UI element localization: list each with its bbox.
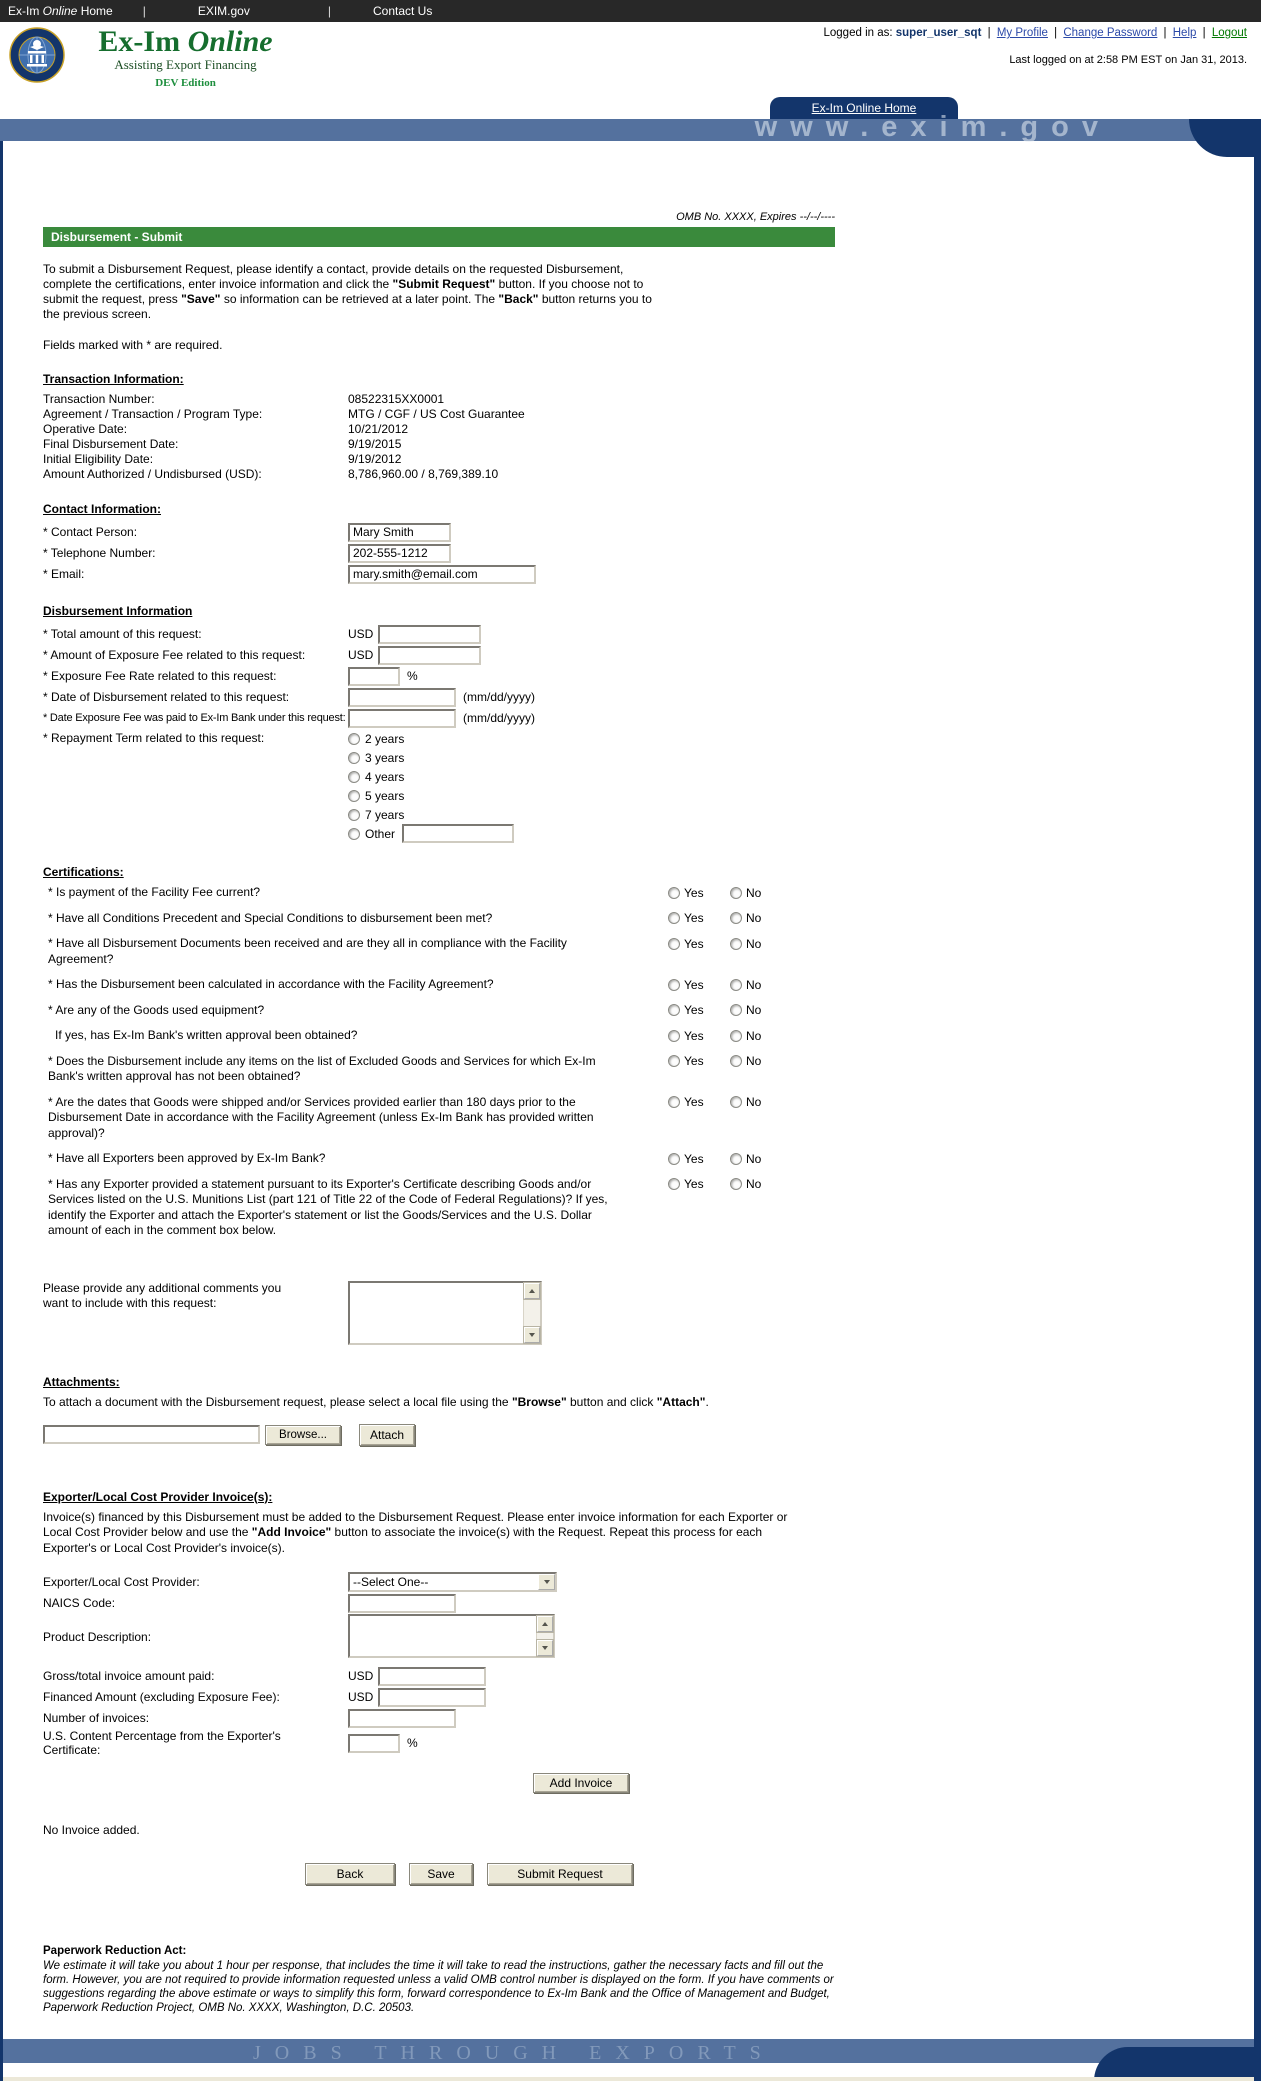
certification-no-option[interactable] bbox=[730, 936, 792, 951]
certification-row bbox=[43, 1151, 843, 1167]
yes-radio[interactable] bbox=[668, 1153, 680, 1165]
certification-no-option[interactable] bbox=[730, 1095, 792, 1110]
transaction-row bbox=[43, 392, 843, 407]
nav-exim-online-home[interactable]: Ex-Im Online Home bbox=[8, 4, 113, 18]
transaction-row bbox=[43, 422, 843, 437]
yes-label: Yes bbox=[684, 911, 704, 925]
contact-heading: Contact Information: bbox=[43, 502, 161, 516]
transaction-row bbox=[43, 452, 843, 467]
exposure-fee-date-row bbox=[43, 708, 843, 728]
radio-label: 7 years bbox=[365, 807, 405, 822]
page-title: Disbursement - Submit bbox=[43, 227, 835, 247]
no-label: No bbox=[746, 885, 762, 900]
certification-no-option[interactable] bbox=[730, 1151, 792, 1166]
yes-label: Yes bbox=[684, 1054, 704, 1068]
no-radio[interactable] bbox=[730, 1178, 742, 1190]
repayment-option[interactable] bbox=[348, 750, 514, 765]
yes-radio[interactable] bbox=[668, 1178, 680, 1190]
certification-row bbox=[43, 1095, 843, 1142]
yes-label: Yes bbox=[684, 1095, 704, 1109]
email-row bbox=[43, 564, 843, 584]
certification-yes-option[interactable] bbox=[668, 1151, 730, 1166]
telephone-input[interactable] bbox=[348, 544, 451, 563]
yes-radio[interactable] bbox=[668, 938, 680, 950]
radio-5-years[interactable] bbox=[348, 790, 360, 802]
attachment-controls bbox=[43, 1424, 843, 1446]
nav-exim-gov[interactable]: EXIM.gov bbox=[197, 4, 250, 18]
field-label: Exporter/Local Cost Provider: bbox=[43, 1575, 200, 1589]
certification-yes-option[interactable] bbox=[668, 1054, 730, 1069]
nav-separator: | bbox=[327, 4, 331, 18]
gross-amount-row bbox=[43, 1666, 843, 1686]
no-label: No bbox=[746, 1095, 762, 1109]
no-invoice-text: No Invoice added. bbox=[43, 1823, 140, 1837]
browse-button[interactable]: Browse... bbox=[265, 1425, 341, 1445]
nav-contact-us[interactable]: Contact Us bbox=[372, 4, 433, 18]
certification-row bbox=[43, 911, 843, 927]
radio-label: 4 years bbox=[365, 769, 405, 784]
help-link[interactable]: Help bbox=[1172, 27, 1197, 39]
last-logged-text: Last logged on at 2:58 PM EST on Jan 31, 2013. bbox=[1009, 54, 1247, 66]
footer-strip bbox=[3, 2077, 1254, 2081]
field-label: Final Disbursement Date: bbox=[43, 437, 179, 451]
certification-no-option[interactable] bbox=[730, 911, 792, 926]
repayment-option[interactable] bbox=[348, 788, 514, 803]
yes-radio[interactable] bbox=[668, 1030, 680, 1042]
no-label: No bbox=[746, 936, 762, 951]
financed-amount-row bbox=[43, 1687, 843, 1707]
transaction-number-value: 08522315XX0001 bbox=[348, 392, 445, 406]
yes-label: Yes bbox=[684, 936, 704, 951]
field-label: Operative Date: bbox=[43, 422, 128, 436]
attach-button[interactable]: Attach bbox=[359, 1424, 415, 1446]
invoice-count-row bbox=[43, 1708, 843, 1728]
logo-title bbox=[68, 26, 303, 58]
certification-no-option[interactable] bbox=[730, 1028, 792, 1043]
no-label: No bbox=[746, 977, 762, 992]
yes-label: Yes bbox=[684, 1003, 704, 1017]
my-profile-link[interactable]: My Profile bbox=[996, 27, 1048, 39]
attachments-intro: To attach a document with the Disbursement request, please select a local file using the "Browse" button and click "Attach". bbox=[43, 1394, 709, 1409]
home-tab-link[interactable]: Ex-Im Online Home bbox=[811, 101, 917, 115]
field-label: Initial Eligibility Date: bbox=[43, 452, 154, 466]
scrollbar[interactable] bbox=[523, 1283, 540, 1343]
contact-person-input[interactable] bbox=[348, 523, 451, 542]
radio-other[interactable] bbox=[348, 828, 360, 840]
financed-amount-input[interactable] bbox=[378, 1688, 486, 1707]
scroll-up-icon[interactable] bbox=[537, 1616, 553, 1632]
paperwork-heading: Paperwork Reduction Act: bbox=[43, 1945, 187, 1957]
disbursement-heading: Disbursement Information bbox=[43, 604, 193, 618]
radio-label: 2 years bbox=[365, 731, 405, 746]
radio-3-years[interactable] bbox=[348, 752, 360, 764]
page-body bbox=[0, 141, 1261, 2081]
naics-row bbox=[43, 1593, 843, 1613]
exposure-fee-rate-input[interactable] bbox=[348, 667, 400, 686]
telephone-row bbox=[43, 543, 843, 563]
initial-eligibility-date-value: 9/19/2012 bbox=[348, 452, 402, 466]
certification-question: * Are the dates that Goods were shipped and/or Services provided earlier than 180 days prior to the Disbursement Date in accordance with the Facility Agreement (unless Ex-Im Bank has provided written approval)? bbox=[48, 1094, 594, 1140]
usd-prefix: USD bbox=[348, 648, 374, 662]
us-content-row bbox=[43, 1729, 843, 1757]
certification-row bbox=[43, 1054, 843, 1085]
certification-row bbox=[43, 1003, 843, 1019]
certification-question: * Is payment of the Facility Fee current? bbox=[48, 885, 261, 899]
no-radio[interactable] bbox=[730, 1030, 742, 1042]
scrollbar[interactable] bbox=[536, 1616, 553, 1656]
field-label: * Contact Person: bbox=[43, 525, 138, 539]
yes-label: Yes bbox=[684, 885, 704, 900]
field-label: * Telephone Number: bbox=[43, 546, 156, 560]
no-label: No bbox=[746, 1151, 762, 1166]
yes-radio[interactable] bbox=[668, 887, 680, 899]
certification-yes-option[interactable] bbox=[668, 1095, 730, 1110]
logo-subtitle: Assisting Export Financing bbox=[114, 57, 257, 72]
submit-request-button[interactable]: Submit Request bbox=[487, 1863, 633, 1885]
program-type-value: MTG / CGF / US Cost Guarantee bbox=[348, 407, 525, 421]
repayment-option-other[interactable] bbox=[348, 826, 514, 841]
exposure-fee-date-input[interactable] bbox=[348, 709, 456, 728]
date-format-hint: (mm/dd/yyyy) bbox=[463, 690, 535, 704]
field-label: * Date Exposure Fee was paid to Ex-Im Bank under this request: bbox=[43, 712, 346, 724]
certification-row bbox=[43, 936, 843, 967]
certification-row bbox=[43, 1028, 843, 1044]
repayment-option[interactable] bbox=[348, 769, 514, 784]
exposure-fee-amount-input[interactable] bbox=[378, 646, 481, 665]
field-label: Amount Authorized / Undisbursed (USD): bbox=[43, 467, 262, 481]
no-label: No bbox=[746, 911, 762, 925]
field-label: Financed Amount (excluding Exposure Fee): bbox=[43, 1690, 280, 1704]
certification-yes-option[interactable] bbox=[668, 936, 730, 951]
link-separator: | bbox=[987, 27, 991, 39]
form-actions bbox=[43, 1863, 633, 1885]
field-label: * Exposure Fee Rate related to this request: bbox=[43, 669, 277, 683]
field-label: Product Description: bbox=[43, 1630, 152, 1644]
transaction-row bbox=[43, 407, 843, 422]
certification-question: * Does the Disbursement include any items on the list of Excluded Goods and Services for which Ex-Im Bank's written approval has not been obtained? bbox=[48, 1053, 596, 1083]
repayment-other-input[interactable] bbox=[402, 824, 514, 843]
required-note: Fields marked with * are required. bbox=[43, 338, 223, 352]
back-button[interactable]: Back bbox=[305, 1863, 395, 1885]
product-description-row bbox=[43, 1614, 843, 1658]
yes-radio[interactable] bbox=[668, 1055, 680, 1067]
certification-no-option[interactable] bbox=[730, 1177, 792, 1192]
add-invoice-button[interactable]: Add Invoice bbox=[533, 1773, 629, 1793]
jobs-through-exports-watermark: JOBS THROUGH EXPORTS bbox=[253, 2042, 775, 2064]
yes-label: Yes bbox=[684, 977, 704, 992]
field-label: * Date of Disbursement related to this request: bbox=[43, 690, 290, 704]
save-button[interactable]: Save bbox=[409, 1863, 473, 1885]
add-invoice-row bbox=[43, 1773, 629, 1793]
invoice-heading: Exporter/Local Cost Provider Invoice(s): bbox=[43, 1489, 273, 1504]
field-label: NAICS Code: bbox=[43, 1596, 116, 1610]
no-radio[interactable] bbox=[730, 912, 742, 924]
field-label: * Amount of Exposure Fee related to this request: bbox=[43, 648, 306, 662]
product-description-textarea[interactable] bbox=[348, 1614, 555, 1658]
yes-radio[interactable] bbox=[668, 1096, 680, 1108]
final-disbursement-date-value: 9/19/2015 bbox=[348, 437, 402, 451]
field-label: Transaction Number: bbox=[43, 392, 155, 406]
exim-gov-watermark: www.exim.gov bbox=[754, 111, 1111, 143]
yes-label: Yes bbox=[684, 1177, 704, 1191]
field-label: Agreement / Transaction / Program Type: bbox=[43, 407, 263, 421]
percent-suffix: % bbox=[407, 669, 418, 683]
certification-yes-option[interactable] bbox=[668, 1003, 730, 1018]
field-label: * Email: bbox=[43, 567, 85, 581]
disbursement-date-row bbox=[43, 687, 843, 707]
no-radio[interactable] bbox=[730, 979, 742, 991]
logo-title-online: Online bbox=[187, 25, 273, 58]
total-amount-input[interactable] bbox=[378, 625, 481, 644]
no-label: No bbox=[746, 1054, 762, 1068]
comments-label: Please provide any additional comments you want to include with this request: bbox=[43, 1280, 282, 1310]
comments-textarea[interactable] bbox=[348, 1281, 542, 1345]
certifications-heading: Certifications: bbox=[43, 865, 124, 879]
scroll-down-icon[interactable] bbox=[524, 1327, 540, 1343]
certification-row bbox=[43, 977, 843, 993]
scroll-up-icon[interactable] bbox=[524, 1283, 540, 1299]
field-label: U.S. Content Percentage from the Exporter's Certificate: bbox=[43, 1729, 281, 1757]
operative-date-value: 10/21/2012 bbox=[348, 422, 409, 436]
yes-label: Yes bbox=[684, 1028, 704, 1043]
percent-suffix: % bbox=[407, 1736, 418, 1750]
login-status bbox=[824, 27, 1248, 39]
disbursement-date-input[interactable] bbox=[348, 688, 456, 707]
certification-question: * Have all Exporters been approved by Ex-Im Bank? bbox=[48, 1151, 326, 1165]
repayment-term-row bbox=[43, 731, 843, 845]
email-input[interactable] bbox=[348, 565, 536, 584]
radio-label: 3 years bbox=[365, 750, 405, 765]
certification-question: * Are any of the Goods used equipment? bbox=[48, 1002, 265, 1017]
exposure-fee-rate-row bbox=[43, 666, 843, 686]
selected-value: --Select One-- bbox=[353, 1575, 429, 1589]
repayment-option[interactable] bbox=[348, 807, 514, 822]
certification-question: * Have all Conditions Precedent and Special Conditions to disbursement been met? bbox=[48, 910, 493, 925]
page-header bbox=[0, 22, 1261, 119]
certification-row bbox=[43, 885, 843, 901]
usd-prefix: USD bbox=[348, 627, 374, 641]
certification-yes-option[interactable] bbox=[668, 1028, 730, 1043]
us-content-input[interactable] bbox=[348, 1734, 400, 1753]
yes-radio[interactable] bbox=[668, 912, 680, 924]
repayment-options bbox=[348, 731, 514, 845]
certification-question: * Have all Disbursement Documents been received and are they all in compliance with the Facility Agreement? bbox=[48, 936, 567, 966]
no-radio[interactable] bbox=[730, 1153, 742, 1165]
link-separator: | bbox=[1163, 27, 1167, 39]
field-label: * Total amount of this request: bbox=[43, 627, 202, 641]
amount-authorized-value: 8,786,960.00 / 8,769,389.10 bbox=[348, 467, 499, 481]
certification-yes-option[interactable] bbox=[668, 911, 730, 926]
radio-7-years[interactable] bbox=[348, 809, 360, 821]
contact-person-row bbox=[43, 522, 843, 542]
exposure-fee-amount-row bbox=[43, 645, 843, 665]
usd-prefix: USD bbox=[348, 1669, 374, 1683]
change-password-link[interactable]: Change Password bbox=[1063, 27, 1158, 39]
no-label: No bbox=[746, 1028, 762, 1043]
paperwork-text: We estimate it will take you about 1 hour per response, that includes the time it will take to read the instructions, gather the necessary facts and fill out the form. However, you are not required to provide information requested unless a valid OMB control number is displayed on the form. If you have comments or suggestions regarding the above estimate or ways to simplify this form, forward correspondence to Ex-Im Bank and the Office of Management and Budget, Paperwork Reduction Project, OMB No. XXXX, Washington, D.C. 20503. bbox=[43, 1960, 834, 2014]
certification-no-option[interactable] bbox=[730, 1054, 792, 1069]
nav-separator: | bbox=[142, 4, 146, 18]
no-radio[interactable] bbox=[730, 1004, 742, 1016]
logo-edition: DEV Edition bbox=[155, 77, 216, 89]
invoice-intro: Invoice(s) financed by this Disbursement must be added to the Disbursement Request. Please enter invoice information for each Exporter or Local Cost Provider below and use the "Add Invoice" button to associate the invoice(s) with the Request. Repeat this process for each Exporter's or Local Cost Provider's invoice(s). bbox=[43, 1509, 788, 1555]
footer-corner-decoration bbox=[1094, 2047, 1254, 2081]
omb-number: OMB No. XXXX, Expires --/--/---- bbox=[676, 211, 835, 223]
no-radio[interactable] bbox=[730, 1055, 742, 1067]
certification-question: * Has any Exporter provided a statement pursuant to its Exporter's Certificate describing Goods and/or Services listed on the U.S. Munitions List (part 121 of Title 22 of the Code of Federal Regulations)? If yes, identify the Exporter and attach the Exporter's statement or list the Goods/Services and the U.S. Dollar amount of each in the comment box below. bbox=[48, 1176, 608, 1237]
field-label: * Repayment Term related to this request: bbox=[43, 731, 265, 745]
file-path-input[interactable] bbox=[43, 1425, 260, 1444]
username: super_user_sqt bbox=[895, 27, 982, 39]
date-format-hint: (mm/dd/yyyy) bbox=[463, 711, 535, 725]
certification-no-option[interactable] bbox=[730, 885, 792, 900]
no-label: No bbox=[746, 1177, 762, 1191]
certification-yes-option[interactable] bbox=[668, 885, 730, 900]
invoice-count-input[interactable] bbox=[348, 1709, 456, 1728]
naics-code-input[interactable] bbox=[348, 1594, 456, 1613]
certification-no-option[interactable] bbox=[730, 1003, 792, 1018]
link-separator: | bbox=[1054, 27, 1058, 39]
dropdown-arrow-icon[interactable] bbox=[538, 1574, 555, 1590]
certification-yes-option[interactable] bbox=[668, 977, 730, 992]
logo-title-exim: Ex-Im bbox=[98, 25, 181, 58]
scroll-down-icon[interactable] bbox=[537, 1640, 553, 1656]
provider-row bbox=[43, 1572, 843, 1592]
usd-prefix: USD bbox=[348, 1690, 374, 1704]
certification-yes-option[interactable] bbox=[668, 1177, 730, 1192]
yes-radio[interactable] bbox=[668, 1004, 680, 1016]
transaction-heading: Transaction Information: bbox=[43, 372, 184, 386]
exim-seal-logo bbox=[9, 27, 65, 83]
radio-4-years[interactable] bbox=[348, 771, 360, 783]
certification-no-option[interactable] bbox=[730, 977, 792, 992]
no-label: No bbox=[746, 1003, 762, 1017]
intro-text: To submit a Disbursement Request, please identify a contact, provide details on the requested Disbursement, complete the certifications, enter invoice information and click the "Submit Request" button. If you choose not to submit the request, press "Save" so information can be retrieved at a later point. The "Back" button returns you to the previous screen. bbox=[43, 262, 652, 321]
top-navigation bbox=[0, 0, 1261, 22]
repayment-option[interactable] bbox=[348, 731, 514, 746]
certification-question: If yes, has Ex-Im Bank's written approval been obtained? bbox=[55, 1028, 358, 1042]
provider-select[interactable] bbox=[348, 1572, 557, 1592]
header-divider-bar bbox=[0, 111, 1261, 143]
field-label: Gross/total invoice amount paid: bbox=[43, 1669, 215, 1683]
link-separator: | bbox=[1202, 27, 1206, 39]
field-label: Number of invoices: bbox=[43, 1711, 150, 1725]
logo bbox=[68, 26, 303, 89]
no-radio[interactable] bbox=[730, 1096, 742, 1108]
comments-row bbox=[43, 1281, 843, 1345]
logged-in-prefix: Logged in as: bbox=[823, 27, 893, 39]
transaction-row bbox=[43, 467, 843, 482]
certification-row bbox=[43, 1177, 843, 1239]
logout-link[interactable]: Logout bbox=[1211, 27, 1247, 39]
total-amount-row bbox=[43, 624, 843, 644]
no-radio[interactable] bbox=[730, 938, 742, 950]
transaction-row bbox=[43, 437, 843, 452]
attachments-heading: Attachments: bbox=[43, 1374, 120, 1389]
yes-label: Yes bbox=[684, 1151, 704, 1166]
paperwork-reduction-act bbox=[43, 1945, 837, 2015]
radio-2-years[interactable] bbox=[348, 733, 360, 745]
no-radio[interactable] bbox=[730, 887, 742, 899]
yes-radio[interactable] bbox=[668, 979, 680, 991]
gross-amount-input[interactable] bbox=[378, 1667, 486, 1686]
radio-label: Other bbox=[365, 826, 396, 841]
certification-question: * Has the Disbursement been calculated in accordance with the Facility Agreement? bbox=[48, 977, 494, 991]
radio-label: 5 years bbox=[365, 788, 405, 803]
